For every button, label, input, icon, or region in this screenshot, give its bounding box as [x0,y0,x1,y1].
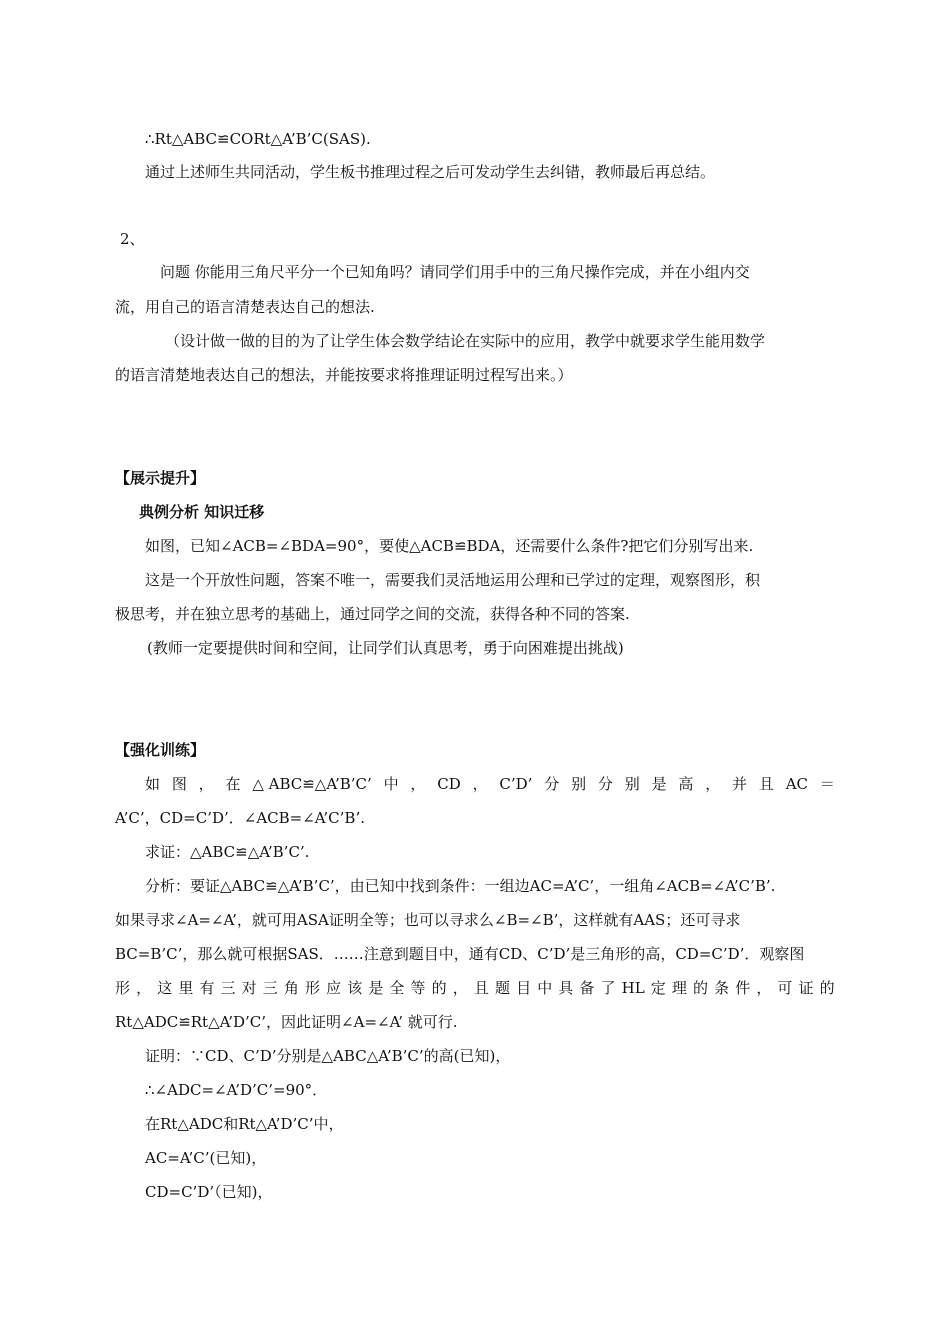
word: AC [785,775,809,793]
text-line: 在Rt△ADC和Rt△A’D’C’中， [145,1115,344,1133]
word: 这 [157,979,173,997]
word: 里 [178,979,194,997]
word: 题 [494,979,510,997]
word: 了 [600,979,616,997]
word: 应 [326,979,342,997]
word: ， [705,775,721,793]
word: 且 [473,979,489,997]
word: C’D’ [499,775,533,793]
word: 全 [389,979,405,997]
text-line: 如图，已知∠ACB=∠BDA=90°，要使△ACB≌BDA，还需要什么条件?把它们分别写出来. [145,537,754,555]
text-line: 证明：∵CD、C’D’分别是△ABC△A’B’C’的高(已知)， [145,1047,511,1065]
text-line: BC=B’C’，那么就可根据SAS．……注意到题目中，通有CD、C’D’是三角形的高，CD=C’D’．观察图 [115,945,805,963]
word: 形 [115,979,131,997]
word: ， [198,775,214,793]
text-line: ∴Rt△ABC≌CORt△A’B’C(SAS). [145,130,371,148]
word: ， [410,775,426,793]
word: 分 [544,775,560,793]
text-line: 的语言清楚地表达自己的想法，并能按要求将推理证明过程写出来。） [115,366,573,384]
word: 别 [571,775,587,793]
word: 的 [819,979,835,997]
word: 图 [171,775,187,793]
word: ＝ [819,775,835,793]
word: CD [437,775,461,793]
word: 目 [516,979,532,997]
word: 高 [678,775,694,793]
word: 如 [145,775,161,793]
word: 中 [537,979,553,997]
word: 的 [431,979,447,997]
justified-line [115,978,835,998]
text-line: 问题 你能用三角尺平分一个已知角吗？请同学们用手中的三角尺操作完成，并在小组内交 [160,263,750,281]
subheading: 典例分析 知识迁移 [139,503,265,521]
word: 的 [692,979,708,997]
word: 三 [220,979,236,997]
text-line: 如果寻求∠A=∠A’，就可用ASA证明全等；也可以寻求么∠B=∠B’，这样就有AAS；还可寻求 [115,911,741,929]
text-line: AC=A’C’(已知)， [145,1149,267,1167]
word: 分 [597,775,613,793]
text-line: 极思考，并在独立思考的基础上，通过同学之间的交流，获得各种不同的答案. [115,605,630,623]
text-line: 求证：△ABC≌△A’B’C’. [145,843,310,861]
text-line: Rt△ADC≌Rt△A’D’C’，因此证明∠A=∠A’ 就可行. [115,1013,458,1031]
word: △ ABC≌△A’B’C’ [252,775,372,793]
word: 条 [714,979,730,997]
text-line: (教师一定要提供时间和空间，让同学们认真思考，勇于向困难提出挑战) [147,639,624,657]
text-line: 2、 [120,230,145,248]
justified-line [145,774,835,794]
word: 有 [199,979,215,997]
word: 定 [650,979,666,997]
word: 该 [347,979,363,997]
word: 角 [283,979,299,997]
word: 形 [304,979,320,997]
word: 备 [579,979,595,997]
text-line: A’C’，CD=C’D’．∠ACB=∠A’C’B’. [115,809,365,827]
word: 并 [732,775,748,793]
text-line: 通过上述师生共同活动，学生板书推理过程之后可发动学生去纠错，教师最后再总结。 [145,163,716,181]
word: 具 [558,979,574,997]
word: ， [472,775,488,793]
text-line: ∴∠ADC=∠A’D’C’=90°． [145,1081,328,1099]
word: 在 [225,775,241,793]
word: 理 [671,979,687,997]
section-heading: 【强化训练】 [115,741,206,759]
text-line: 流，用自己的语言清楚表达自己的想法. [115,298,375,316]
word: 等 [410,979,426,997]
word: 是 [368,979,384,997]
word: ， [452,979,468,997]
word: 别 [624,775,640,793]
word: ， [756,979,772,997]
word: 三 [262,979,278,997]
text-line: 这是一个开放性问题，答案不唯一，需要我们灵活地运用公理和已学过的定理，观察图形，积 [145,571,761,589]
word: 证 [798,979,814,997]
word: 可 [777,979,793,997]
word: 且 [758,775,774,793]
word: HL [621,979,645,997]
text-line: CD=C’D’（已知)， [145,1183,273,1201]
section-heading: 【展示提升】 [115,469,206,487]
word: ， [136,979,152,997]
word: 中 [383,775,399,793]
text-line: 分析：要证△ABC≌△A’B’C’，由已知中找到条件：一组边AC=A’C’，一组角∠ACB=∠A’C’B’. [145,877,776,895]
text-line: （设计做一做的目的为了让学生体会数学结论在实际中的应用，教学中就要求学生能用数学 [165,332,766,350]
word: 是 [651,775,667,793]
word: 件 [735,979,751,997]
word: 对 [241,979,257,997]
